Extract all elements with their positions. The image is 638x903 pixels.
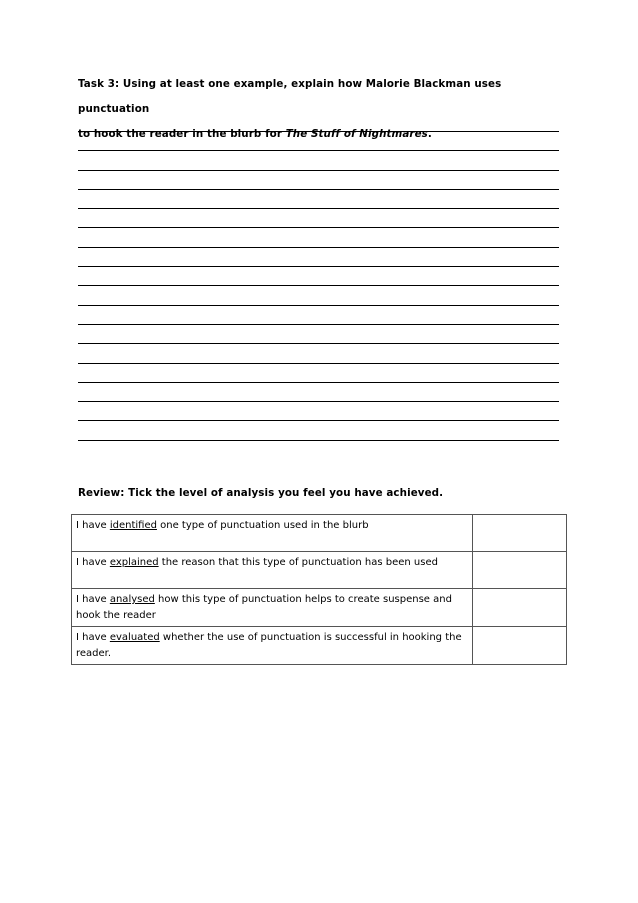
statement-keyword: analysed: [109, 594, 155, 605]
statement-text: I have: [76, 557, 110, 568]
table-row: [72, 589, 567, 627]
tick-box[interactable]: [473, 515, 567, 552]
answer-line[interactable]: [78, 247, 559, 248]
answer-line[interactable]: [78, 150, 559, 151]
statement-text: one type of punctuation used in the blurb: [156, 520, 369, 531]
statement-keyword: evaluated: [109, 632, 160, 643]
review-heading: Review: Tick the level of analysis you feel you have achieved.: [78, 487, 444, 499]
tick-box[interactable]: [473, 627, 567, 665]
statement-text: the reason that this type of punctuation has been used: [158, 557, 438, 568]
answer-line[interactable]: [78, 401, 559, 402]
answer-line[interactable]: [78, 382, 559, 383]
answer-line[interactable]: [78, 227, 559, 228]
book-title: The Stuff of Nightmares: [285, 128, 428, 140]
review-statement: [72, 515, 473, 552]
answer-line[interactable]: [78, 285, 559, 286]
tick-box[interactable]: [473, 589, 567, 627]
statement-text: how this type of punctuation helps to create suspense and hook the reader: [76, 594, 452, 621]
review-statement: [72, 589, 473, 627]
tick-box[interactable]: [473, 552, 567, 589]
statement-text: I have: [76, 520, 110, 531]
answer-line[interactable]: [78, 208, 559, 209]
answer-lines[interactable]: [78, 131, 559, 459]
answer-line[interactable]: [78, 343, 559, 344]
statement-keyword: identified: [109, 520, 157, 531]
answer-line[interactable]: [78, 131, 559, 132]
task-prompt-line-2: to hook the reader in the blurb for: [78, 128, 286, 140]
task-prompt-end: .: [427, 128, 432, 140]
review-statement: [72, 627, 473, 665]
review-statement: [72, 552, 473, 589]
answer-line[interactable]: [78, 189, 559, 190]
answer-line[interactable]: [78, 305, 559, 306]
task-prompt-line-1: Task 3: Using at least one example, explain how Malorie Blackman uses punctuation: [78, 78, 502, 115]
table-row: [72, 552, 567, 589]
statement-text: whether the use of punctuation is successful in hooking the reader.: [76, 632, 462, 659]
answer-line[interactable]: [78, 440, 559, 441]
statement-text: I have: [76, 632, 110, 643]
table-row: [72, 515, 567, 552]
answer-line[interactable]: [78, 420, 559, 421]
answer-line[interactable]: [78, 324, 559, 325]
statement-keyword: explained: [109, 557, 159, 568]
review-table: [71, 514, 567, 665]
answer-line[interactable]: [78, 363, 559, 364]
answer-line[interactable]: [78, 266, 559, 267]
table-row: [72, 627, 567, 665]
statement-text: I have: [76, 594, 110, 605]
answer-line[interactable]: [78, 170, 559, 171]
